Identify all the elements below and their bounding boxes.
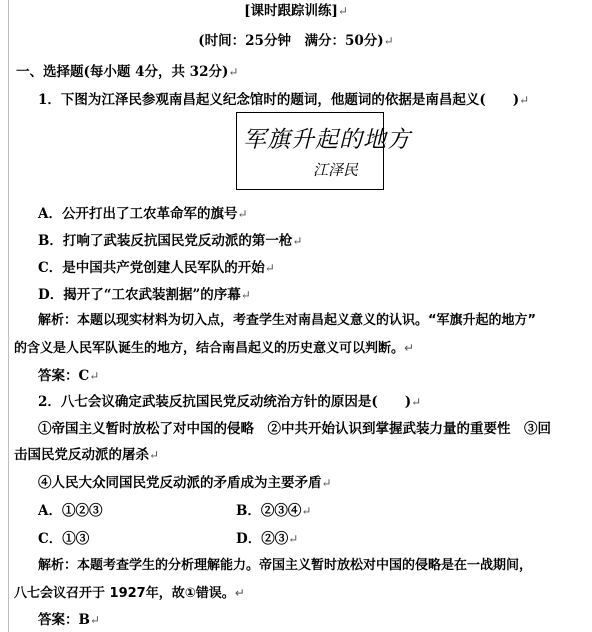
q1-option-a: A．公开打出了工农革命军的旗号↵	[38, 206, 248, 222]
q2-statement-line-2: 击国民党反动派的屠杀↵	[14, 447, 160, 463]
calligraphy-image	[236, 112, 411, 190]
q1-analysis-line-1: 解析：本题以现实材料为切入点，考查学生对南昌起义意义的认识。“军旗升起的地方”	[38, 313, 537, 328]
q2-stem: 2．八七会议确定武装反抗国民党反动统治方针的原因是( )↵	[38, 394, 422, 410]
q2-option-b: B．②③④↵	[236, 503, 312, 519]
q1-option-c: C．是中国共产党创建人民军队的开始↵	[38, 260, 275, 276]
q1-option-b: B．打响了武装反抗国民党反动派的第一枪↵	[38, 233, 303, 249]
calligraphy-main-text: 军旗升起的地方	[243, 127, 411, 153]
q1-option-d: D．揭开了“工农武装割据”的序幕↵	[38, 287, 251, 303]
q2-option-d: D．②③↵	[236, 531, 299, 547]
page-title: [课时跟踪训练]↵	[244, 3, 348, 19]
q1-answer: 答案：C↵	[38, 368, 100, 384]
section-heading: 一、选择题(每小题 4分，共 32分)↵	[16, 64, 239, 80]
q1-analysis-line-2: 的含义是人民军队诞生的地方，结合南昌起义的历史意义可以判断。↵	[14, 341, 415, 356]
q1-stem: 1．下图为江泽民参观南昌起义纪念馆时的题词，他题词的依据是南昌起义( )↵	[38, 92, 530, 108]
time-score-info: (时间：25分钟 满分：50分)↵	[198, 33, 394, 49]
q2-statement-line-3: ④人民大众同国民党反动派的矛盾成为主要矛盾↵	[38, 475, 332, 491]
calligraphy-signature: 江泽民	[313, 161, 359, 179]
q2-analysis-line-2: 八七会议召开于 1927年，故①错误。↵	[14, 586, 245, 601]
q2-option-a: A．①②③	[38, 503, 103, 519]
page-margin-line	[8, 0, 9, 632]
q2-analysis-line-1: 解析：本题考查学生的分析理解能力。帝国主义暂时放松对中国的侵略是在一战期间，	[38, 558, 533, 573]
q2-option-c: C．①③	[38, 531, 90, 547]
q2-statement-line-1: ①帝国主义暂时放松了对中国的侵略 ②中共开始认识到掌握武装力量的重要性 ③回	[38, 421, 551, 437]
q2-answer: 答案：B↵	[38, 612, 100, 628]
